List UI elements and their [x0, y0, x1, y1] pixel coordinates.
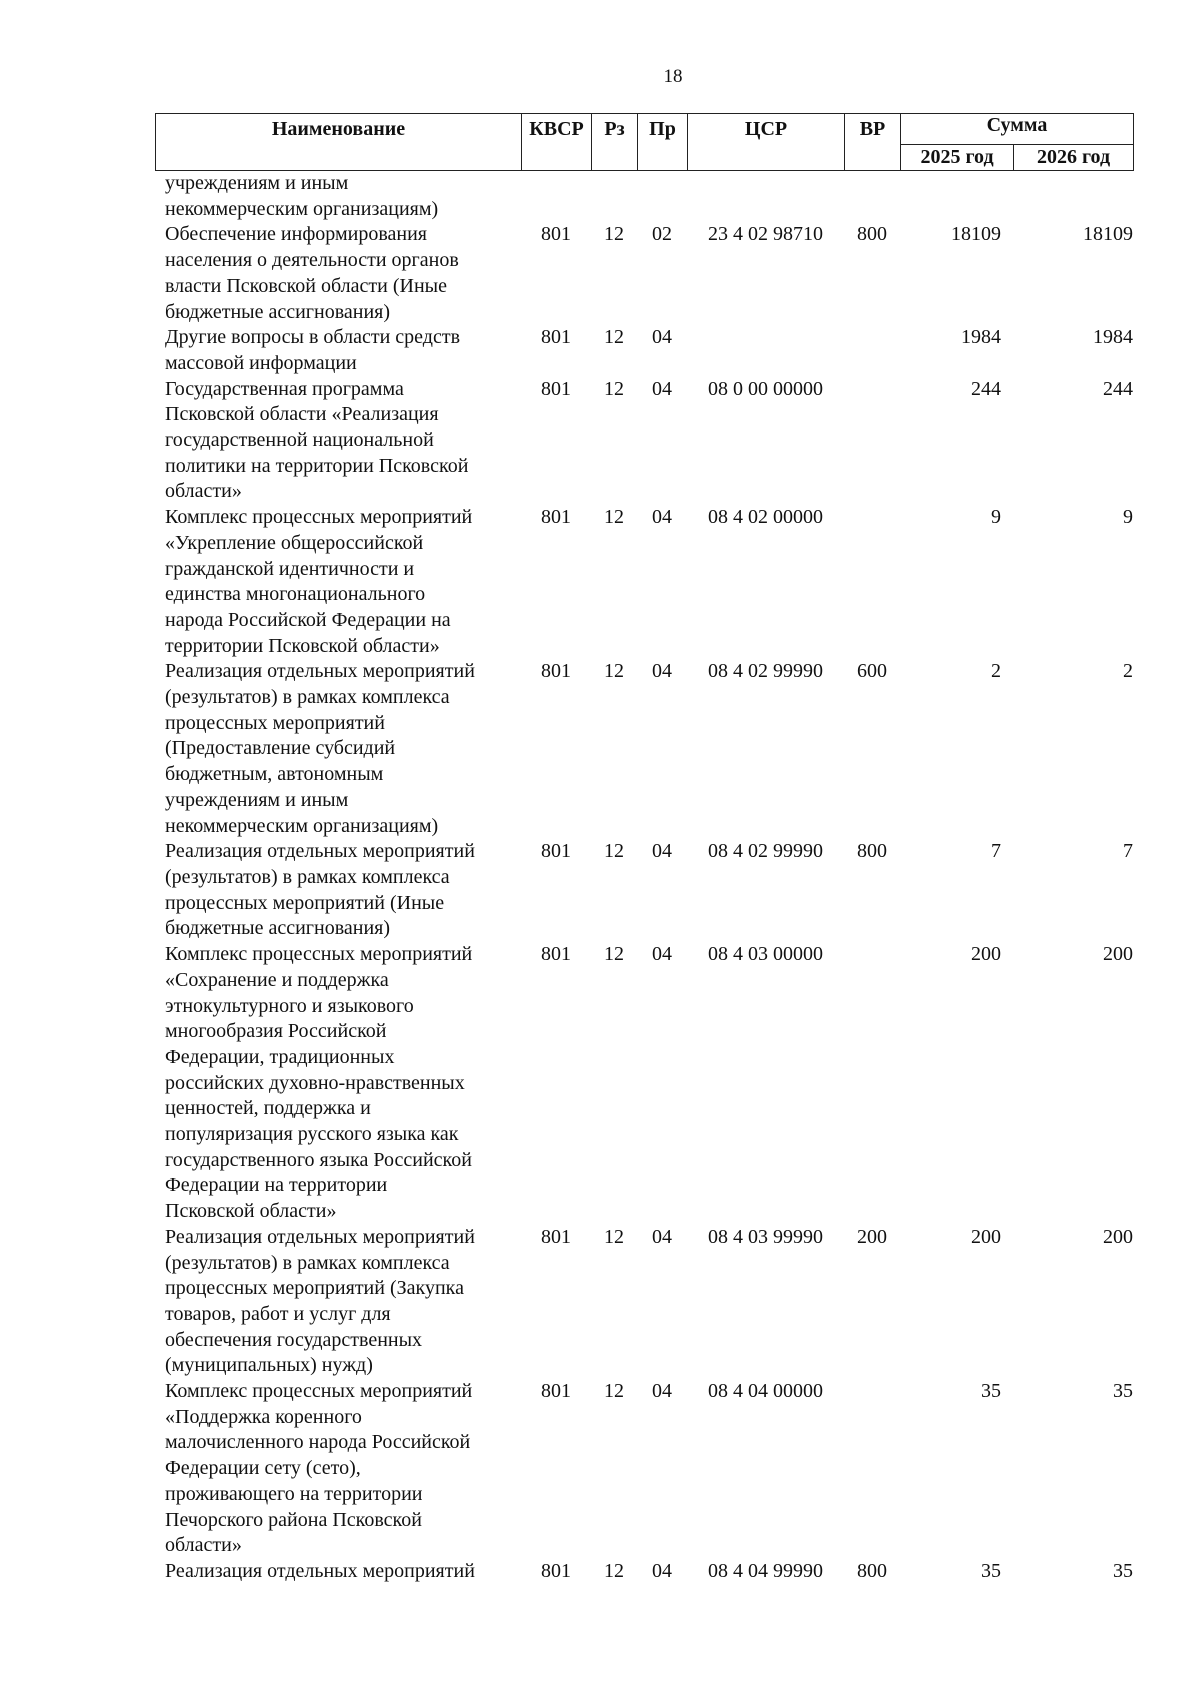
row-name-line: некоммерческим организациям): [165, 814, 439, 837]
row-pr: 04: [652, 506, 672, 529]
row-name-line: процессных мероприятий: [165, 711, 385, 734]
row-sum-2025: 244: [971, 377, 1001, 400]
row-sum-2025: [900, 171, 1013, 222]
table-row: [155, 325, 1133, 376]
row-name-line: гражданской идентичности и: [165, 557, 415, 580]
row-csr: 08 4 04 99990: [708, 1559, 823, 1582]
row-name-line: учреждениям и иным: [165, 172, 349, 194]
row-csr: 08 4 03 99990: [708, 1225, 823, 1248]
header-sum: Сумма: [901, 114, 1134, 145]
row-name-line: российских духовно-нравственных: [165, 1071, 465, 1094]
table-row: [155, 171, 1133, 222]
row-name-line: (муниципальных) нужд): [165, 1354, 373, 1377]
row-sum-2025: 2: [991, 660, 1001, 683]
row-vr: [844, 171, 900, 222]
row-name-line: населения о деятельности органов: [165, 249, 459, 272]
row-vr: 600: [857, 660, 887, 683]
row-csr: 08 4 02 99990: [708, 840, 823, 863]
row-pr: 04: [652, 943, 672, 966]
row-vr: [844, 1379, 900, 1559]
row-name-line: (результатов) в рамках комплекса: [165, 686, 450, 709]
row-sum-2026: 35: [1113, 1559, 1133, 1582]
row-vr: [844, 325, 900, 376]
row-name-line: Государственная программа: [165, 377, 404, 400]
row-rz: 12: [604, 377, 624, 400]
row-sum-2026: 1984: [1093, 326, 1133, 349]
row-name-line: государственной национальной: [165, 429, 434, 452]
row-name-line: Обеспечение информирования: [165, 223, 427, 246]
row-rz: 12: [604, 326, 624, 349]
row-kvsr: 801: [541, 377, 571, 400]
page-number: 18: [663, 66, 683, 87]
row-vr: [844, 942, 900, 1225]
table-header: [155, 113, 1134, 171]
row-name: [155, 171, 521, 222]
row-pr: [637, 171, 687, 222]
table-row: [155, 839, 1133, 942]
row-sum-2026: 2: [1123, 660, 1133, 683]
row-pr: 04: [652, 1380, 672, 1403]
row-sum-2025: 7: [991, 840, 1001, 863]
row-name: [155, 325, 521, 376]
row-name-line: (Предоставление субсидий: [165, 737, 396, 760]
header-pr: Пр: [638, 114, 688, 171]
table-row: [155, 1225, 1133, 1379]
row-sum-2026: 9: [1123, 506, 1133, 529]
row-name-line: государственного языка Российской: [165, 1148, 472, 1171]
row-name-line: многообразия Российской: [165, 1020, 387, 1043]
row-pr: 04: [652, 1559, 672, 1582]
row-name-line: некоммерческим организациям): [165, 197, 439, 220]
row-name-line: «Сохранение и поддержка: [165, 968, 389, 991]
row-name-line: обеспечения государственных: [165, 1328, 423, 1351]
row-rz: 12: [604, 223, 624, 246]
row-rz: 12: [604, 1559, 624, 1582]
row-rz: 12: [604, 1225, 624, 1248]
row-sum-2025: 9: [991, 506, 1001, 529]
row-sum-2026: [1013, 171, 1133, 222]
row-sum-2025: 35: [981, 1380, 1001, 1403]
row-name-line: малочисленного народа Российской: [165, 1431, 471, 1454]
row-rz: 12: [604, 943, 624, 966]
row-vr: 800: [857, 840, 887, 863]
header-name: Наименование: [156, 114, 522, 171]
row-pr: 04: [652, 840, 672, 863]
row-name: [155, 659, 521, 839]
table-row: [155, 1379, 1133, 1559]
row-sum-2026: 200: [1103, 1225, 1133, 1248]
row-name: [155, 942, 521, 1225]
row-name-line: Комплекс процессных мероприятий: [165, 1380, 473, 1403]
row-vr: 800: [857, 223, 887, 246]
header-csr: ЦСР: [688, 114, 845, 171]
row-name: [155, 1559, 521, 1585]
row-name-line: процессных мероприятий (Закупка: [165, 1277, 464, 1300]
header-vr: ВР: [845, 114, 901, 171]
row-name-line: проживающего на территории: [165, 1482, 423, 1505]
row-sum-2025: 1984: [961, 326, 1001, 349]
row-name-line: политики на территории Псковской: [165, 454, 469, 477]
row-name: [155, 377, 521, 506]
table-row: [155, 222, 1133, 325]
header-year-2026: 2026 год: [1014, 145, 1134, 171]
row-kvsr: 801: [541, 840, 571, 863]
row-name-line: ценностей, поддержка и: [165, 1097, 371, 1120]
row-kvsr: 801: [541, 506, 571, 529]
row-name-line: бюджетные ассигнования): [165, 917, 391, 940]
row-name-line: Реализация отдельных мероприятий: [165, 660, 475, 683]
row-rz: 12: [604, 660, 624, 683]
row-name-line: Другие вопросы в области средств: [165, 326, 461, 349]
row-sum-2026: 35: [1113, 1380, 1133, 1403]
row-name-line: Реализация отдельных мероприятий: [165, 1559, 475, 1582]
row-name-line: области»: [165, 480, 242, 503]
row-name-line: единства многонационального: [165, 583, 426, 606]
row-name-line: Федерации на территории: [165, 1174, 388, 1197]
row-kvsr: [521, 171, 591, 222]
table-row: [155, 659, 1133, 839]
header-year-2025: 2025 год: [901, 145, 1014, 171]
row-name-line: популяризация русского языка как: [165, 1123, 459, 1146]
table-row: [155, 505, 1133, 659]
row-name-line: (результатов) в рамках комплекса: [165, 1251, 450, 1274]
row-name-line: области»: [165, 1534, 242, 1557]
row-name-line: Псковской области»: [165, 1200, 337, 1223]
row-kvsr: 801: [541, 660, 571, 683]
row-name-line: Комплекс процессных мероприятий: [165, 506, 473, 529]
row-csr: [687, 325, 844, 376]
row-pr: 04: [652, 660, 672, 683]
row-vr: 800: [857, 1559, 887, 1582]
row-sum-2026: 18109: [1083, 223, 1133, 246]
row-name-line: (результатов) в рамках комплекса: [165, 865, 450, 888]
row-csr: 08 4 02 99990: [708, 660, 823, 683]
row-csr: [687, 171, 844, 222]
row-rz: 12: [604, 506, 624, 529]
row-sum-2026: 7: [1123, 840, 1133, 863]
row-name-line: товаров, работ и услуг для: [165, 1302, 391, 1325]
row-sum-2025: 18109: [951, 223, 1001, 246]
row-pr: 04: [652, 326, 672, 349]
row-sum-2025: 200: [971, 1225, 1001, 1248]
row-name-line: Федерации сету (сето),: [165, 1457, 361, 1480]
row-name: [155, 505, 521, 659]
row-name-line: Федерации, традиционных: [165, 1045, 395, 1068]
row-name-line: «Поддержка коренного: [165, 1405, 362, 1428]
row-pr: 02: [652, 223, 672, 246]
row-name-line: Печорского района Псковской: [165, 1508, 422, 1531]
row-vr: [844, 505, 900, 659]
row-name: [155, 1379, 521, 1559]
row-name-line: Реализация отдельных мероприятий: [165, 1225, 475, 1248]
row-name-line: Комплекс процессных мероприятий: [165, 943, 473, 966]
row-pr: 04: [652, 377, 672, 400]
row-name-line: массовой информации: [165, 351, 357, 374]
row-rz: [591, 171, 637, 222]
row-rz: 12: [604, 1380, 624, 1403]
row-name-line: бюджетным, автономным: [165, 763, 384, 786]
row-sum-2026: 200: [1103, 943, 1133, 966]
row-sum-2025: 35: [981, 1559, 1001, 1582]
row-name-line: бюджетные ассигнования): [165, 300, 391, 323]
row-name-line: Реализация отдельных мероприятий: [165, 840, 475, 863]
row-sum-2025: 200: [971, 943, 1001, 966]
row-name: [155, 222, 521, 325]
row-pr: 04: [652, 1225, 672, 1248]
row-kvsr: 801: [541, 1380, 571, 1403]
row-name-line: процессных мероприятий (Иные: [165, 891, 445, 914]
header-rz: Рз: [592, 114, 638, 171]
table-row: [155, 942, 1133, 1225]
row-name-line: этнокультурного и языкового: [165, 994, 414, 1017]
header-kvsr: КВСР: [522, 114, 592, 171]
row-name-line: учреждениям и иным: [165, 788, 349, 811]
row-csr: 08 4 04 00000: [708, 1380, 823, 1403]
row-csr: 08 4 02 00000: [708, 506, 823, 529]
row-kvsr: 801: [541, 1559, 571, 1582]
row-name: [155, 1225, 521, 1379]
row-name-line: «Укрепление общероссийской: [165, 531, 424, 554]
row-rz: 12: [604, 840, 624, 863]
row-kvsr: 801: [541, 943, 571, 966]
row-vr: 200: [857, 1225, 887, 1248]
table-row: [155, 1559, 1133, 1585]
table-body: [155, 171, 1133, 1585]
row-name-line: Псковской области «Реализация: [165, 403, 439, 426]
row-sum-2026: 244: [1103, 377, 1133, 400]
row-csr: 08 4 03 00000: [708, 943, 823, 966]
row-vr: [844, 377, 900, 506]
row-kvsr: 801: [541, 1225, 571, 1248]
row-name-line: народа Российской Федерации на: [165, 608, 451, 631]
row-name: [155, 839, 521, 942]
row-csr: 23 4 02 98710: [708, 223, 823, 246]
row-csr: 08 0 00 00000: [708, 377, 823, 400]
row-kvsr: 801: [541, 326, 571, 349]
row-name-line: власти Псковской области (Иные: [165, 274, 447, 297]
row-kvsr: 801: [541, 223, 571, 246]
row-name-line: территории Псковской области»: [165, 634, 440, 657]
table-row: [155, 377, 1133, 506]
